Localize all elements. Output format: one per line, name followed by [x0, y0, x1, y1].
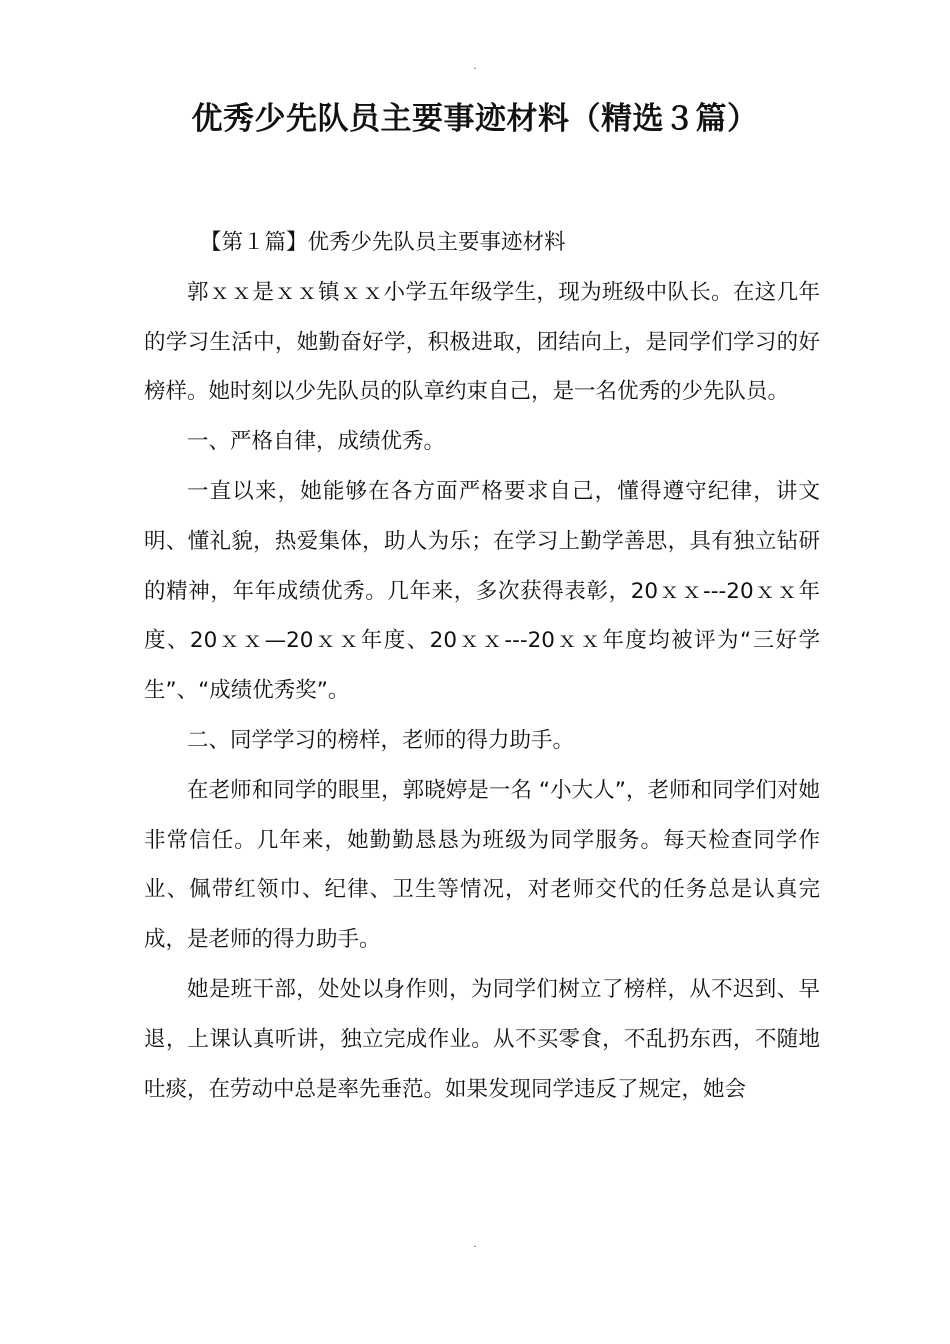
- subheading-1: 一、严格自律，成绩优秀。: [187, 429, 446, 455]
- paragraph-role-model: 她是班干部，处处以身作则，为同学们树立了榜样，从不迟到、早退，上课认真听讲，独立完成作业。从不买零食，不乱扔东西，不随地吐痰，在劳动中总是率先垂范。如果发现同学违反了规定，她会: [144, 976, 820, 1102]
- page-bottom-mark: .: [473, 1239, 477, 1250]
- section-heading: 【第１篇】优秀少先队员主要事迹材料: [200, 230, 566, 255]
- subheading-2: 二、同学学习的榜样，老师的得力助手。: [187, 727, 575, 753]
- paragraph-discipline: 一直以来，她能够在各方面严格要求自己，懂得遵守纪律，讲文明、懂礼貌，热爱集体，助人为乐；在学习上勤学善思，具有独立钻研的精神，年年成绩优秀。几年来，多次获得表彰，20ｘｘ---20ｘｘ年度、20ｘｘ—20ｘｘ年度、20ｘｘ---20ｘｘ年度均被评为“三好学生”、“成绩优秀奖”。: [144, 478, 820, 704]
- paragraph-helper: 在老师和同学的眼里，郭晓婷是一名 “小大人”，老师和同学们对她非常信任。几年来，她勤勤恳恳为班级为同学服务。每天检查同学作业、佩带红领巾、纪律、卫生等情况，对老师交代的任务总是认真完成，是老师的得力助手。: [144, 777, 820, 953]
- paragraph-intro: 郭ｘｘ是ｘｘ镇ｘｘ小学五年级学生，现为班级中队长。在这几年的学习生活中，她勤奋好学，积极进取，团结向上，是同学们学习的好榜样。她时刻以少先队员的队章约束自己，是一名优秀的少先队员。: [144, 279, 820, 405]
- document-body: [144, 218, 820, 1114]
- page-top-mark: .: [473, 61, 477, 72]
- document-title: 优秀少先队员主要事迹材料（精选３篇）: [191, 101, 759, 137]
